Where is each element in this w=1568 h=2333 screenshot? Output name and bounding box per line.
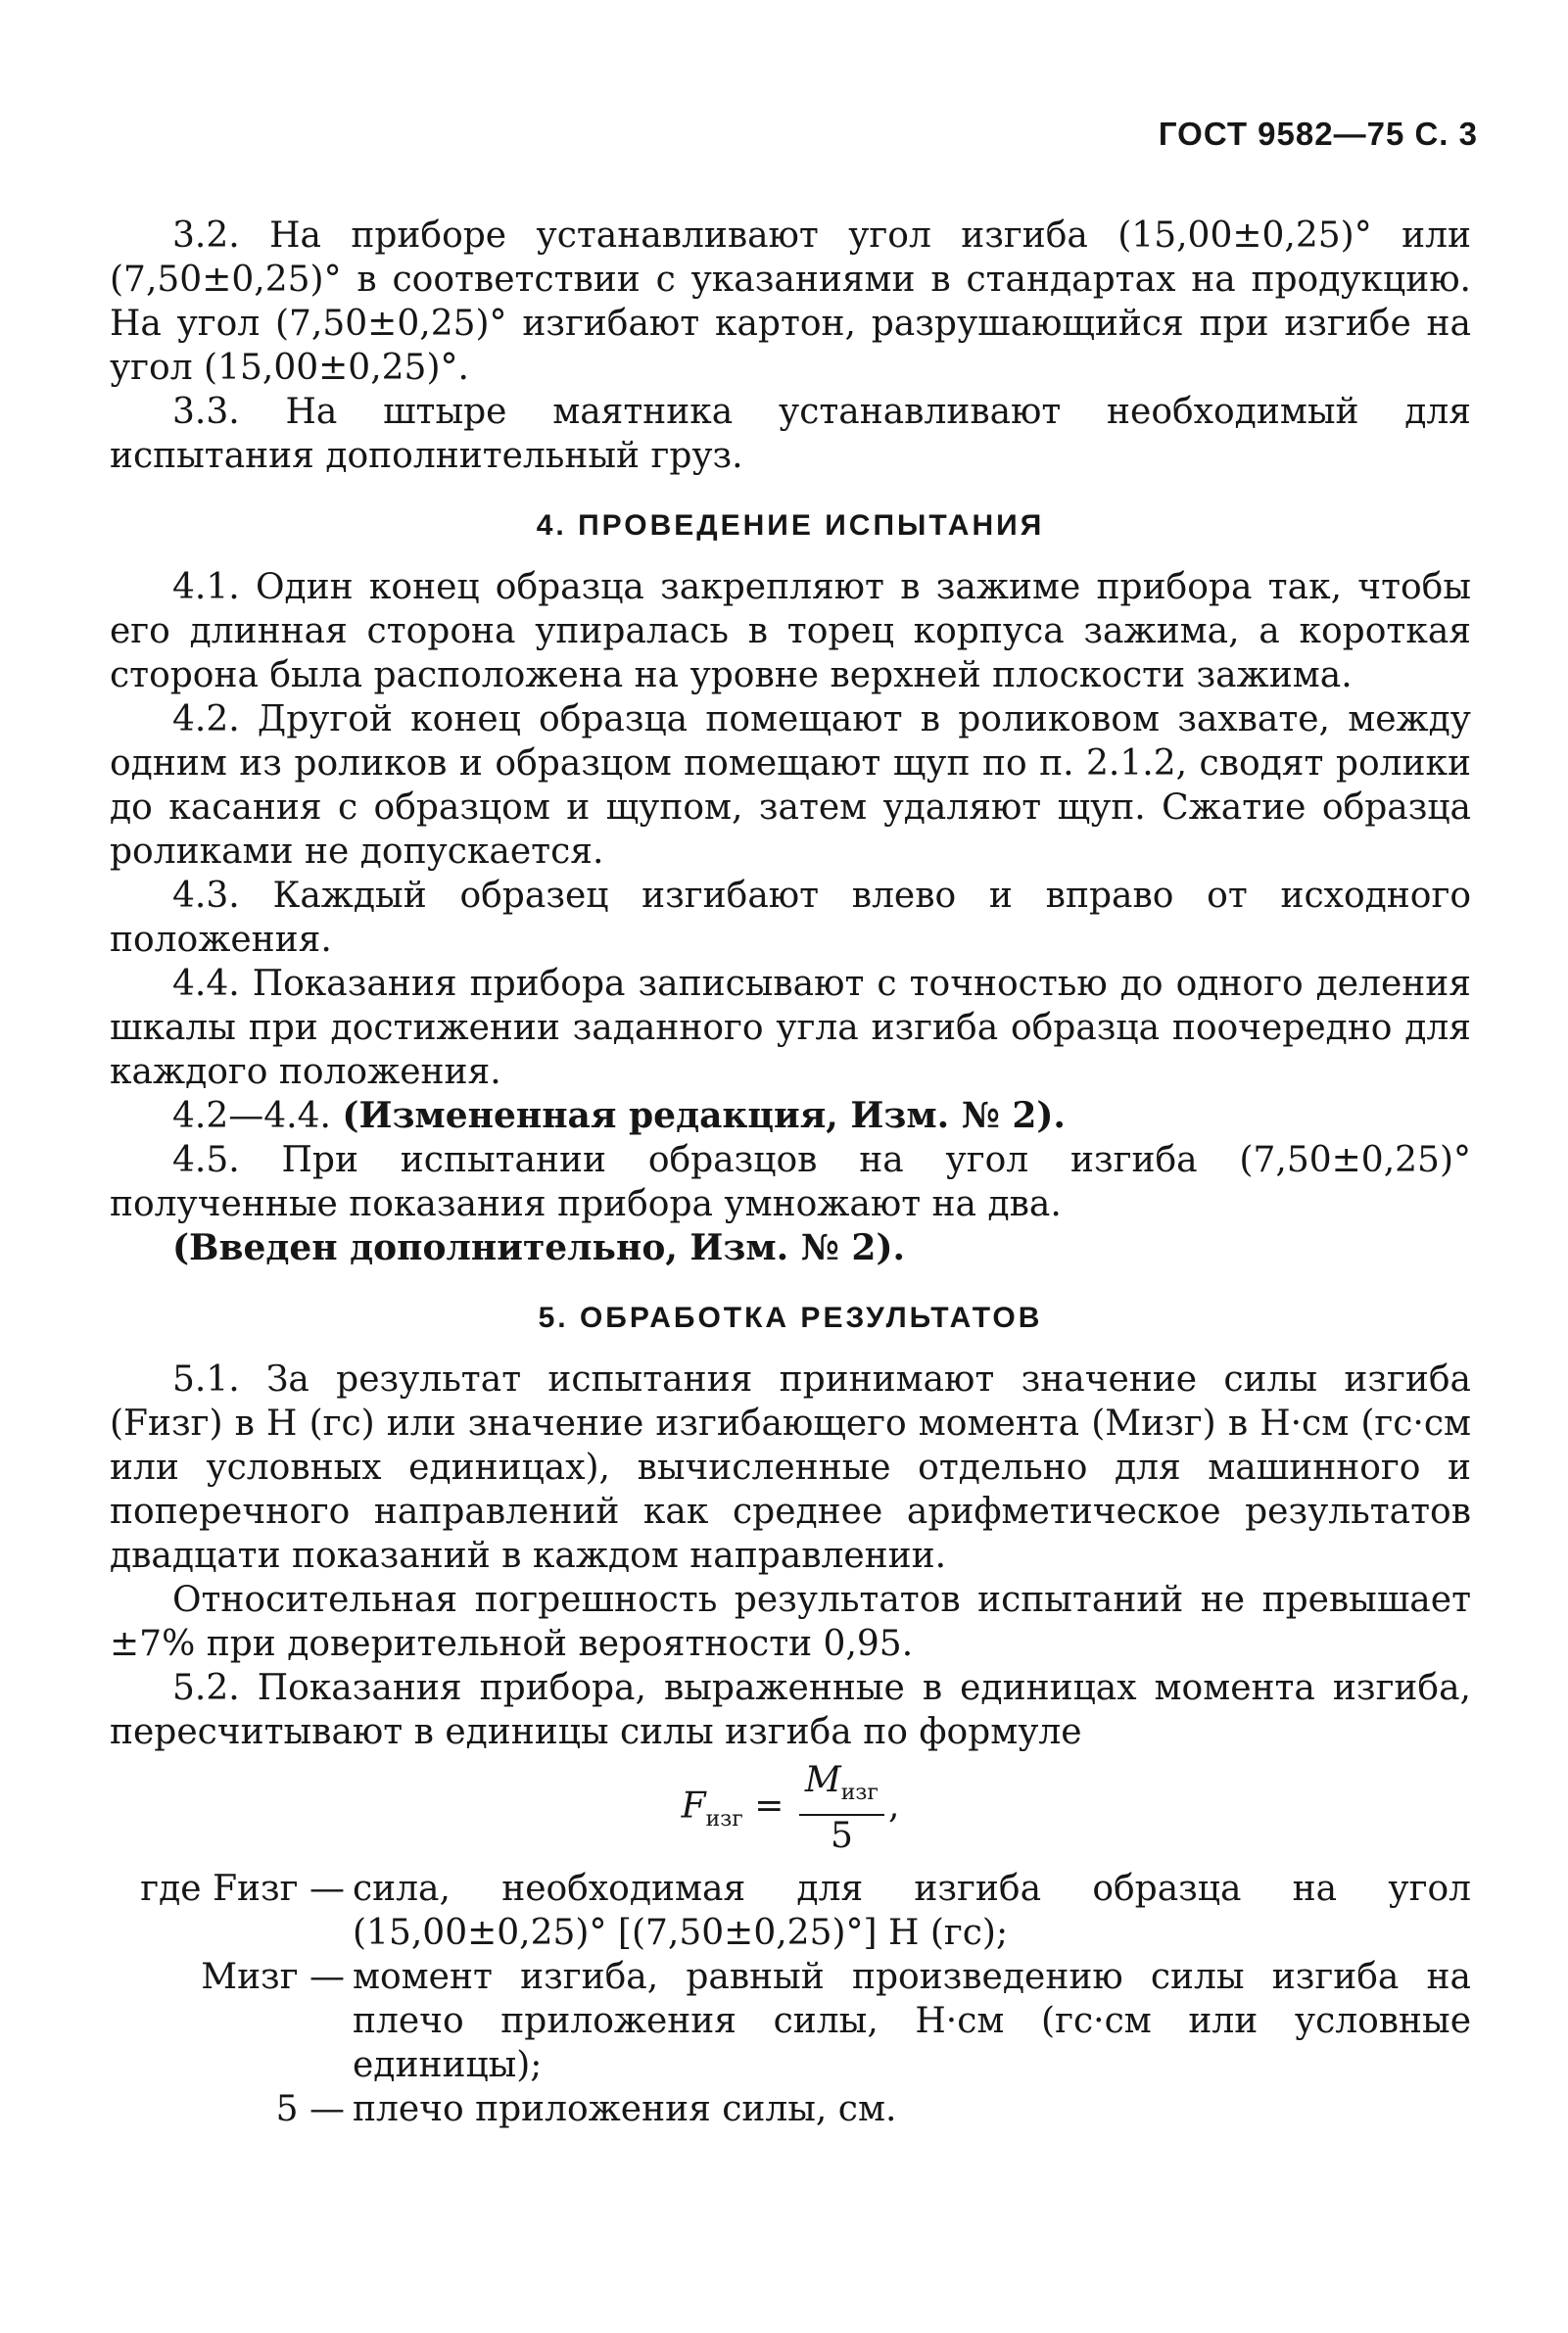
page-header: ГОСТ 9582—75 С. 3 bbox=[1158, 116, 1478, 152]
paragraph-4-3: 4.3. Каждый образец изгибают влево и вправо от исходного положения. bbox=[110, 876, 1471, 960]
formula-num-sub: изг bbox=[840, 1781, 879, 1806]
formula-num-var: M bbox=[804, 1760, 841, 1800]
definition-symbol bbox=[110, 1867, 353, 1955]
amendment-range: 4.2—4.4. bbox=[172, 1096, 331, 1136]
formula-equals: = bbox=[754, 1785, 784, 1827]
formula-fraction bbox=[799, 1760, 884, 1857]
paragraph-4-1: 4.1. Один конец образца закрепляют в зажиме прибора так, чтобы его длинная сторона упиралась в торец корпуса зажима, а короткая сторона была расположена на уровне верхней плоскости зажима. bbox=[110, 567, 1471, 695]
amendment-note-4-2-4-4 bbox=[110, 1094, 1471, 1138]
formula-numerator bbox=[799, 1760, 884, 1816]
definition-symbol: 5 — bbox=[275, 2089, 345, 2130]
bending-force-formula bbox=[110, 1760, 1471, 1857]
amendment-text: (Измененная редакция, Изм. № 2). bbox=[342, 1095, 1066, 1136]
formula-lhs-sub: изг bbox=[705, 1806, 743, 1832]
amendment-note-4-5: (Введен дополнительно, Изм. № 2). bbox=[172, 1227, 906, 1268]
document-body bbox=[110, 214, 1471, 2131]
paragraph-5-2: 5.2. Показания прибора, выраженные в единицах момента изгиба, пересчитывают в единицы силы изгиба по формуле bbox=[110, 1668, 1471, 1752]
definition-row bbox=[110, 1867, 1471, 1955]
definition-symbol: Mизг — bbox=[201, 1957, 345, 1998]
paragraph-3-3: 3.3. На штыре маятника устанавливают необходимый для испытания дополнительный груз. bbox=[110, 392, 1471, 476]
definition-text: плечо приложения силы, см. bbox=[353, 2089, 897, 2130]
paragraph-5-1: 5.1. За результат испытания принимают значение силы изгиба (Fизг) в Н (гс) или значение изгибающего момента (Mизг) в Н·см (гс·см или условных единицах), вычисленные отдельно для машинного и поперечного направлений как среднее арифметическое результатов двадцати показаний в каждом направлении. bbox=[110, 1359, 1471, 1576]
section-4-title: 4. ПРОВЕДЕНИЕ ИСПЫТАНИЯ bbox=[536, 509, 1045, 542]
definition-text: сила, необходимая для изгиба образца на угол (15,00±0,25)° [(7,50±0,25)°] Н (гс); bbox=[353, 1869, 1471, 1954]
formula-definitions bbox=[110, 1867, 1471, 2131]
formula-tail: , bbox=[887, 1785, 900, 1827]
section-5-title: 5. ОБРАБОТКА РЕЗУЛЬТАТОВ bbox=[538, 1302, 1043, 1334]
where-word: где bbox=[140, 1869, 202, 1910]
formula-denominator: 5 bbox=[830, 1816, 853, 1857]
definition-row bbox=[110, 1955, 1471, 2087]
paragraph-4-4: 4.4. Показания прибора записывают с точностью до одного деления шкалы при достижении заданного угла изгиба образца поочередно для каждого положения. bbox=[110, 964, 1471, 1092]
definition-row bbox=[110, 2087, 1471, 2131]
paragraph-3-2: 3.2. На приборе устанавливают угол изгиба (15,00±0,25)° или (7,50±0,25)° в соответствии с указаниями в стандартах на продукцию. На угол (7,50±0,25)° изгибают картон, разрушающийся при изгибе на угол (15,00±0,25)°. bbox=[110, 215, 1471, 388]
definition-text: момент изгиба, равный произведению силы изгиба на плечо приложения силы, Н·см (гс·см или условные единицы); bbox=[353, 1957, 1471, 2086]
paragraph-4-2: 4.2. Другой конец образца помещают в роликовом захвате, между одним из роликов и образцом помещают щуп по п. 2.1.2, сводят ролики до касания с образцом и щупом, затем удаляют щуп. Сжатие образца роликами не допускается. bbox=[110, 699, 1471, 872]
formula-lhs-var: F bbox=[681, 1785, 706, 1827]
paragraph-5-1-accuracy: Относительная погрешность результатов испытаний не превышает ±7% при доверительной вероятности 0,95. bbox=[110, 1580, 1471, 1664]
paragraph-4-5: 4.5. При испытании образцов на угол изгиба (7,50±0,25)° полученные показания прибора умножают на два. bbox=[110, 1140, 1471, 1224]
definition-symbol-text: Fизг — bbox=[213, 1869, 345, 1910]
